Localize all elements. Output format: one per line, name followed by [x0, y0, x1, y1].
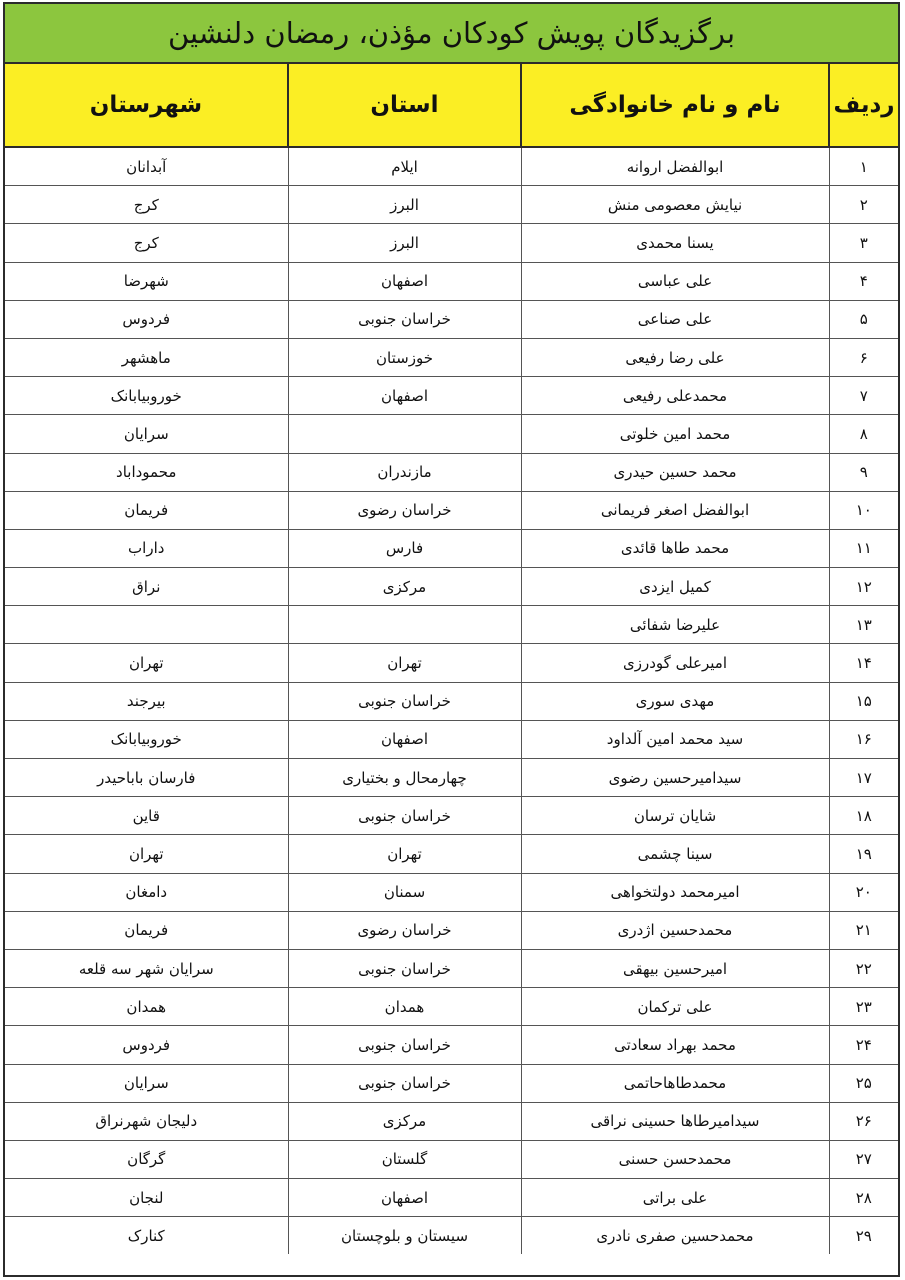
province-cell: خراسان جنوبی — [288, 1064, 521, 1102]
name-cell: امیرعلی گودرزی — [521, 644, 829, 682]
province-cell: خراسان جنوبی — [288, 300, 521, 338]
row-number-cell: ۲۲ — [829, 949, 898, 987]
table-row — [5, 262, 898, 300]
row-number-cell: ۱۳ — [829, 606, 898, 644]
table-row — [5, 147, 898, 186]
table-row — [5, 759, 898, 797]
row-number-cell: ۲ — [829, 186, 898, 224]
row-number-cell: ۲۴ — [829, 1026, 898, 1064]
table-row — [5, 1179, 898, 1217]
table-row — [5, 377, 898, 415]
province-cell: البرز — [288, 224, 521, 262]
name-cell: نیایش معصومی منش — [521, 186, 829, 224]
province-cell: سمنان — [288, 873, 521, 911]
row-number-cell: ۵ — [829, 300, 898, 338]
city-cell: دامغان — [5, 873, 288, 911]
city-cell: خوروبیابانک — [5, 720, 288, 758]
table-row — [5, 873, 898, 911]
row-number-cell: ۱ — [829, 147, 898, 186]
name-cell: محمدحسین صفری نادری — [521, 1217, 829, 1255]
city-cell: فارسان باباحیدر — [5, 759, 288, 797]
name-cell: محمد بهراد سعادتی — [521, 1026, 829, 1064]
province-cell: خراسان رضوی — [288, 491, 521, 529]
page-title: برگزیدگان پویش کودکان مؤذن، رمضان دلنشین — [5, 4, 898, 64]
province-cell — [288, 606, 521, 644]
name-cell: محمدطاهاحاتمی — [521, 1064, 829, 1102]
province-cell: مرکزی — [288, 568, 521, 606]
city-cell: سرایان — [5, 1064, 288, 1102]
table-body — [5, 147, 898, 1254]
name-cell: سیدامیرطاها حسینی نراقی — [521, 1102, 829, 1140]
name-cell: محمد امین خلوتی — [521, 415, 829, 453]
name-cell: کمیل ایزدی — [521, 568, 829, 606]
city-cell: فریمان — [5, 491, 288, 529]
name-cell: محمد طاها قائدی — [521, 529, 829, 567]
province-cell: اصفهان — [288, 377, 521, 415]
province-cell: خراسان جنوبی — [288, 797, 521, 835]
table-row — [5, 300, 898, 338]
name-cell: مهدی سوری — [521, 682, 829, 720]
city-cell: فردوس — [5, 1026, 288, 1064]
table-row — [5, 453, 898, 491]
row-number-cell: ۱۰ — [829, 491, 898, 529]
table-row — [5, 338, 898, 376]
row-number-cell: ۹ — [829, 453, 898, 491]
province-cell: خراسان جنوبی — [288, 949, 521, 987]
table-header-row — [5, 64, 898, 147]
table-row — [5, 529, 898, 567]
city-cell: خوروبیابانک — [5, 377, 288, 415]
name-cell: سید محمد امین آلداود — [521, 720, 829, 758]
table-row — [5, 835, 898, 873]
city-cell: سرایان شهر سه قلعه — [5, 949, 288, 987]
table-row — [5, 988, 898, 1026]
city-cell: همدان — [5, 988, 288, 1026]
province-cell: ایلام — [288, 147, 521, 186]
name-cell: علی صناعی — [521, 300, 829, 338]
city-cell: نراق — [5, 568, 288, 606]
province-cell: اصفهان — [288, 262, 521, 300]
name-cell: علی رضا رفیعی — [521, 338, 829, 376]
table-row — [5, 1064, 898, 1102]
row-number-cell: ۶ — [829, 338, 898, 376]
name-cell: علی براتی — [521, 1179, 829, 1217]
name-cell: ابوالفضل اروانه — [521, 147, 829, 186]
table-row — [5, 682, 898, 720]
city-cell: گرگان — [5, 1140, 288, 1178]
table-row — [5, 415, 898, 453]
table-row — [5, 1026, 898, 1064]
header-city: شهرستان — [5, 64, 288, 147]
table-row — [5, 720, 898, 758]
row-number-cell: ۱۴ — [829, 644, 898, 682]
name-cell: سینا چشمی — [521, 835, 829, 873]
table-row — [5, 1102, 898, 1140]
name-cell: محمدعلی رفیعی — [521, 377, 829, 415]
province-cell: اصفهان — [288, 1179, 521, 1217]
province-cell: فارس — [288, 529, 521, 567]
winners-table — [5, 64, 898, 1254]
row-number-cell: ۲۳ — [829, 988, 898, 1026]
row-number-cell: ۱۲ — [829, 568, 898, 606]
province-cell — [288, 415, 521, 453]
city-cell: تهران — [5, 835, 288, 873]
province-cell: تهران — [288, 644, 521, 682]
row-number-cell: ۸ — [829, 415, 898, 453]
name-cell: امیرحسین بیهقی — [521, 949, 829, 987]
header-province: استان — [288, 64, 521, 147]
province-cell: گلستان — [288, 1140, 521, 1178]
row-number-cell: ۲۶ — [829, 1102, 898, 1140]
table-row — [5, 1217, 898, 1255]
header-row-number: ردیف — [829, 64, 898, 147]
name-cell: محمدحسن حسنی — [521, 1140, 829, 1178]
row-number-cell: ۷ — [829, 377, 898, 415]
province-cell: چهارمحال و بختیاری — [288, 759, 521, 797]
table-row — [5, 224, 898, 262]
province-cell: مرکزی — [288, 1102, 521, 1140]
table-row — [5, 1140, 898, 1178]
city-cell: لنجان — [5, 1179, 288, 1217]
row-number-cell: ۳ — [829, 224, 898, 262]
province-cell: خوزستان — [288, 338, 521, 376]
name-cell: محمدحسین اژدری — [521, 911, 829, 949]
row-number-cell: ۱۵ — [829, 682, 898, 720]
city-cell: داراب — [5, 529, 288, 567]
city-cell: سرایان — [5, 415, 288, 453]
row-number-cell: ۴ — [829, 262, 898, 300]
row-number-cell: ۲۷ — [829, 1140, 898, 1178]
province-cell: اصفهان — [288, 720, 521, 758]
province-cell: خراسان جنوبی — [288, 682, 521, 720]
city-cell: فردوس — [5, 300, 288, 338]
row-number-cell: ۱۹ — [829, 835, 898, 873]
table-row — [5, 568, 898, 606]
row-number-cell: ۲۹ — [829, 1217, 898, 1255]
name-cell: علی عباسی — [521, 262, 829, 300]
province-cell: سیستان و بلوچستان — [288, 1217, 521, 1255]
city-cell: کنارک — [5, 1217, 288, 1255]
table-row — [5, 797, 898, 835]
name-cell: یسنا محمدی — [521, 224, 829, 262]
row-number-cell: ۱۸ — [829, 797, 898, 835]
name-cell: محمد حسین حیدری — [521, 453, 829, 491]
table-row — [5, 186, 898, 224]
city-cell: فریمان — [5, 911, 288, 949]
city-cell: دلیجان شهرنراق — [5, 1102, 288, 1140]
city-cell: قاین — [5, 797, 288, 835]
province-cell: خراسان جنوبی — [288, 1026, 521, 1064]
table-row — [5, 911, 898, 949]
row-number-cell: ۲۵ — [829, 1064, 898, 1102]
city-cell: کرج — [5, 186, 288, 224]
row-number-cell: ۱۷ — [829, 759, 898, 797]
row-number-cell: ۱۱ — [829, 529, 898, 567]
name-cell: علی ترکمان — [521, 988, 829, 1026]
name-cell: ابوالفضل اصغر فریمانی — [521, 491, 829, 529]
name-cell: سیدامیرحسین رضوی — [521, 759, 829, 797]
table-row — [5, 491, 898, 529]
province-cell: خراسان رضوی — [288, 911, 521, 949]
province-cell: مازندران — [288, 453, 521, 491]
name-cell: علیرضا شفائی — [521, 606, 829, 644]
table-row — [5, 949, 898, 987]
row-number-cell: ۱۶ — [829, 720, 898, 758]
city-cell — [5, 606, 288, 644]
table-row — [5, 606, 898, 644]
winners-sheet — [3, 2, 900, 1277]
city-cell: کرج — [5, 224, 288, 262]
city-cell: ماهشهر — [5, 338, 288, 376]
province-cell: تهران — [288, 835, 521, 873]
province-cell: همدان — [288, 988, 521, 1026]
city-cell: تهران — [5, 644, 288, 682]
row-number-cell: ۲۱ — [829, 911, 898, 949]
city-cell: آبدانان — [5, 147, 288, 186]
name-cell: شایان ترسان — [521, 797, 829, 835]
province-cell: البرز — [288, 186, 521, 224]
header-full-name: نام و نام خانوادگی — [521, 64, 829, 147]
row-number-cell: ۲۸ — [829, 1179, 898, 1217]
city-cell: بیرجند — [5, 682, 288, 720]
city-cell: شهرضا — [5, 262, 288, 300]
name-cell: امیرمحمد دولتخواهی — [521, 873, 829, 911]
row-number-cell: ۲۰ — [829, 873, 898, 911]
city-cell: محموداباد — [5, 453, 288, 491]
table-row — [5, 644, 898, 682]
